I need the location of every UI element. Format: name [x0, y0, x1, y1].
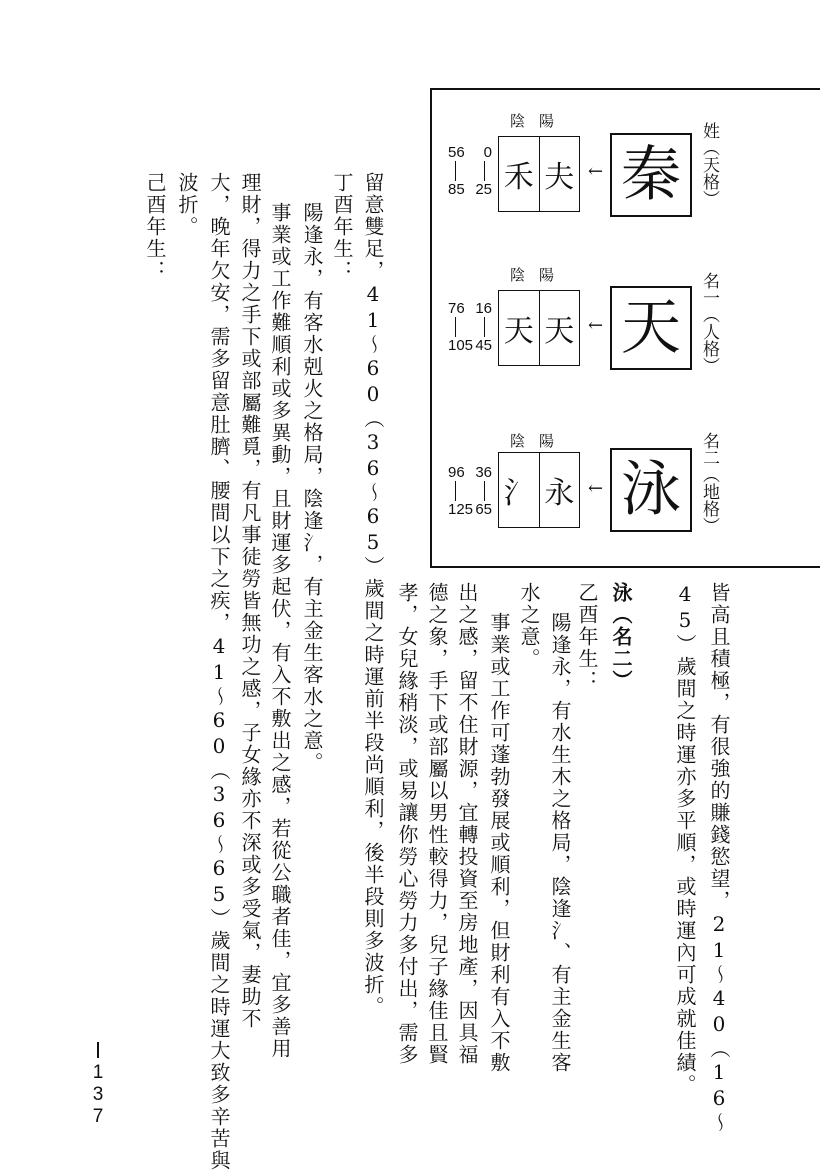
text-column: 陽逢永，有水生木之格局，陰逢氵、有主金生客	[548, 612, 572, 1074]
yin-yang-labels-2: 陰陽	[510, 266, 569, 284]
yang-char-2: 天	[539, 291, 580, 365]
yin-yang-split-box-3	[498, 452, 580, 528]
number-range-1: 56 0 85 25	[448, 144, 492, 198]
yin-char-1: 禾	[503, 160, 534, 195]
text-column: 皆高且積極，有很強的賺錢慾望，21～40︵16～	[707, 582, 731, 1134]
birth-year-heading: 丁酉年生：	[330, 172, 354, 282]
birth-year-heading: 乙酉年生：	[575, 582, 599, 692]
given-name-2-char-box	[610, 448, 692, 532]
left-arrow-icon: ←	[588, 315, 604, 336]
text-column: 理財，得力之手下或部屬難覓，有凡事徒勞皆無功之感，子女緣亦不深或多受氣，妻助不	[238, 172, 262, 1030]
left-arrow-icon: ←	[588, 478, 604, 499]
heaven-grid-label: 姓︵天格︶	[699, 122, 719, 207]
given-name-1-char-box	[610, 286, 692, 370]
yang-char-1: 夫	[539, 137, 580, 211]
birth-year-heading: 己酉年生：	[143, 172, 167, 282]
text-column: 陽逢永，有客水剋火之格局，陰逢氵，有主金生客水之意。	[300, 202, 324, 774]
page-number-text: 1 3 7	[92, 1062, 104, 1127]
earth-grid-label: 名二︵地格︶	[699, 432, 719, 534]
yang-char-3: 永	[539, 453, 580, 527]
surname-char-box	[610, 133, 692, 217]
text-column: 水之意。	[517, 582, 541, 670]
given-name-1-char: 天	[621, 293, 681, 363]
left-arrow-icon: ←	[588, 161, 604, 182]
yin-yang-split-box-2	[498, 290, 580, 366]
number-range-2: 76 16 105 45	[448, 300, 492, 354]
surname-char: 秦	[621, 140, 681, 210]
page-number	[88, 1042, 108, 1128]
text-column: 出之感，留不住財源，宜轉投資至房地產，因具福	[455, 582, 479, 1066]
section-heading: 泳︵名二︶	[609, 582, 633, 692]
yin-yang-split-box-1	[498, 136, 580, 212]
yin-char-3: 氵	[503, 476, 534, 511]
text-column: 波折。	[175, 172, 199, 238]
text-column: 留意雙足，41～60︵36～65︶歲間之時運前半段尚順利，後半段則多波折。	[361, 172, 385, 1018]
human-grid-label: 名一︵人格︶	[699, 272, 719, 374]
text-column: 45︶歲間之時運亦多平順，或時運內可成就佳績。	[673, 582, 697, 1096]
text-column: 德之象，手下或部屬以男性較得力，兒子緣佳且賢	[425, 582, 449, 1066]
given-name-2-char: 泳	[621, 455, 681, 525]
yin-yang-labels-3: 陰陽	[510, 432, 569, 450]
text-column: 孝，女兒緣稍淡，或易讓你勞心勞力多付出，需多	[395, 582, 419, 1066]
text-column: 大，晚年欠安，需多留意肚臍、腰間以下之疾，41～60︵36～65︶歲間之時運大致多辛苦與	[207, 172, 231, 1172]
text-column: 事業或工作可蓬勃發展或順利，但財利有入不敷	[487, 612, 511, 1074]
yin-yang-labels-1: 陰陽	[510, 112, 569, 130]
text-column: 事業或工作難順利或多異動，且財運多起伏，有入不敷出之感，若從公職者佳，宜多善用	[268, 202, 292, 1060]
yin-char-2: 天	[503, 314, 534, 349]
number-range-3: 96 36 125 65	[448, 464, 492, 518]
